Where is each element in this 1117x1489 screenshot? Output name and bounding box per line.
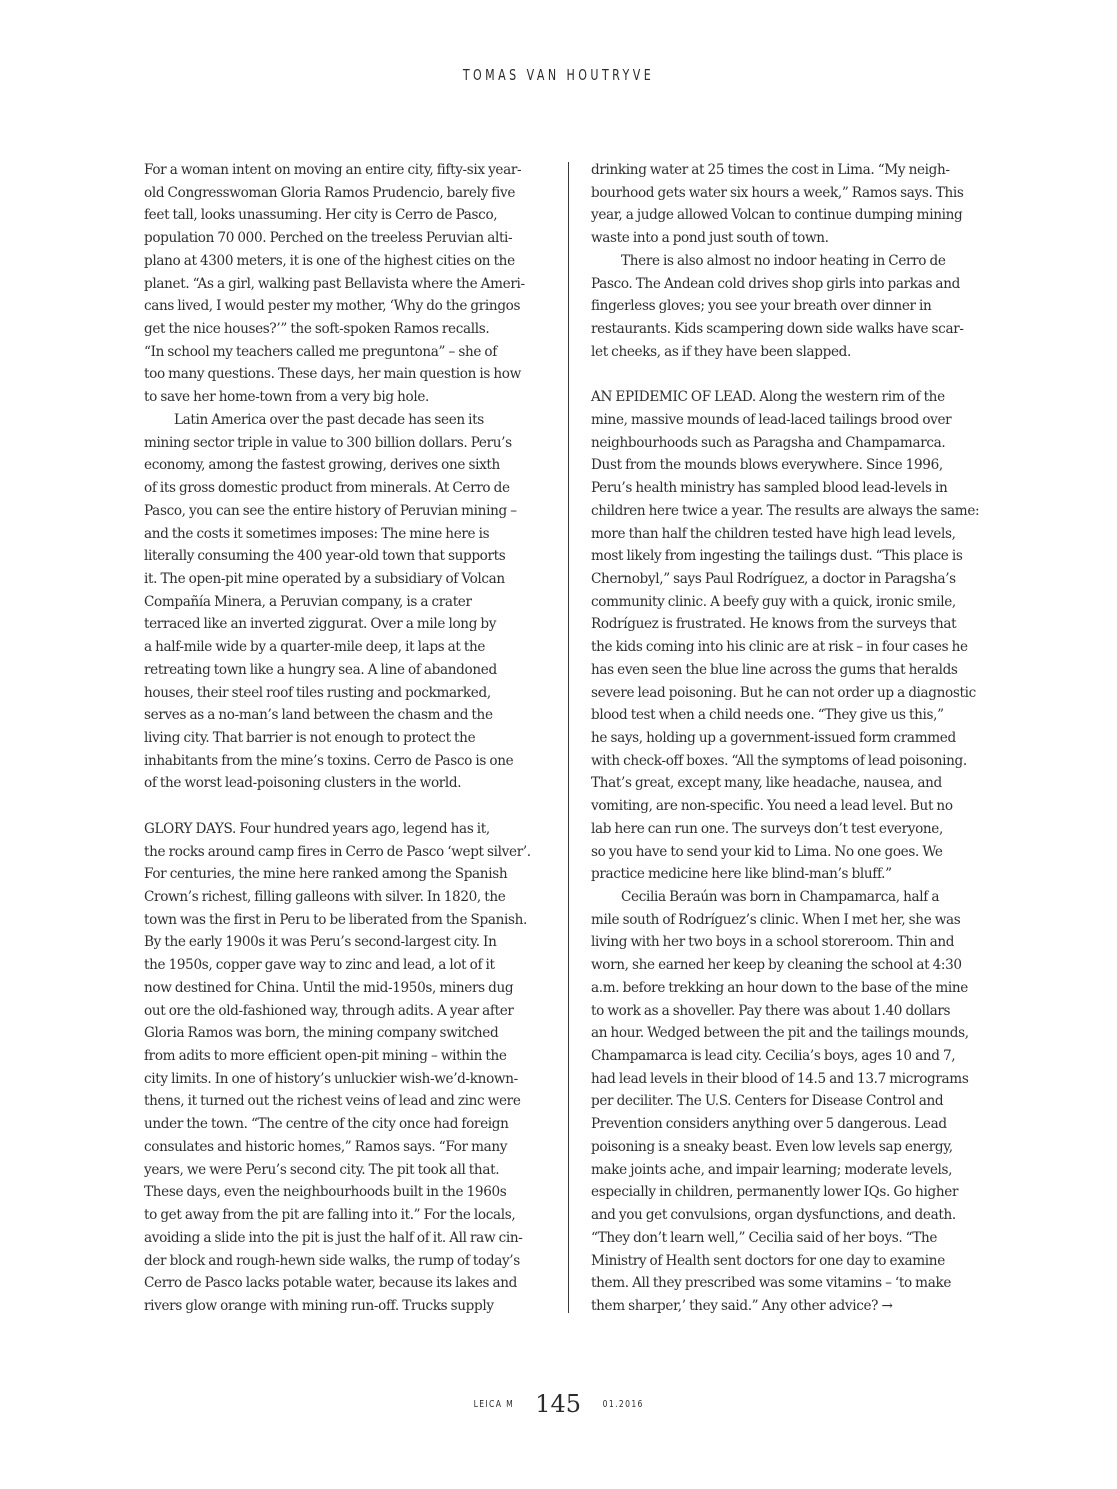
text-line: Rodríguez is frustrated. He knows from the surveys that — [591, 616, 957, 633]
text-line: living city. That barrier is not enough to protect the — [144, 729, 476, 746]
text-line: so you have to send your kid to Lima. No one goes. We — [591, 843, 943, 860]
text-line: he says, holding up a government-issued form crammed — [591, 729, 956, 746]
text-line: the kids coming into his clinic are at risk – in four cases he — [591, 639, 968, 656]
text-line: By the early 1900s it was Peru’s second-largest city. In — [144, 934, 497, 951]
text-line: terraced like an inverted ziggurat. Over a mile long by — [144, 616, 497, 633]
text-line: Latin America over the past decade has seen its — [174, 411, 484, 428]
text-line: let cheeks, as if they have been slapped. — [591, 343, 851, 360]
text-line: vomiting, are non-specific. You need a lead level. But no — [591, 798, 953, 815]
paragraph-glory-days — [144, 818, 546, 1318]
text-line: years, we were Peru’s second city. The pit took all that. — [144, 1161, 500, 1178]
text-line: a.m. before trekking an hour down to the base of the mine — [591, 979, 968, 996]
text-line: Prevention considers anything over 5 dangerous. Lead — [591, 1116, 947, 1133]
text-line: living with her two boys in a school storeroom. Thin and — [591, 934, 955, 951]
text-line: town was the first in Peru to be liberated from the Spanish. — [144, 911, 527, 928]
text-line: consulates and historic homes,” Ramos says. “For many — [144, 1138, 508, 1155]
text-line: For centuries, the mine here ranked among the Spanish — [144, 866, 508, 883]
text-line: Pasco, you can see the entire history of Peruvian mining – — [144, 502, 517, 519]
paragraph-intro — [144, 159, 546, 409]
text-line: drinking water at 25 times the cost in Lima. “My neigh- — [591, 162, 950, 178]
text-line: especially in children, permanently lower IQs. Go higher — [591, 1184, 959, 1201]
section-gap — [144, 795, 546, 818]
paragraph-drinking-water — [591, 159, 993, 250]
text-line: now destined for China. Until the mid-1950s, miners dug — [144, 979, 514, 996]
text-line: mining sector triple in value to 300 billion dollars. Peru’s — [144, 434, 512, 451]
text-line: There is also almost no indoor heating in Cerro de — [621, 252, 946, 269]
text-line: too many questions. These days, her main question is how — [144, 366, 521, 383]
left-column — [144, 159, 546, 1318]
text-line: cans lived, I would pester my mother, ‘Why do the gringos — [144, 298, 521, 315]
text-line: from adits to more efficient open-pit mining – within the — [144, 1048, 507, 1065]
text-line: an hour. Wedged between the pit and the tailings mounds, — [591, 1025, 969, 1042]
text-line: them. All they prescribed was some vitamins – ‘to make — [591, 1275, 952, 1292]
text-line: per deciliter. The U.S. Centers for Disease Control and — [591, 1093, 944, 1110]
text-line: restaurants. Kids scampering down side walks have scar- — [591, 321, 964, 338]
text-line: Cerro de Pasco lacks potable water, because its lakes and — [144, 1275, 518, 1292]
text-line: avoiding a slide into the pit is just the half of it. All raw cin- — [144, 1229, 523, 1246]
text-line: “They don’t learn well,” Cecilia said of her boys. “The — [591, 1229, 938, 1246]
page-footer — [0, 1390, 1117, 1418]
text-line: a half-mile wide by a quarter-mile deep, it laps at the — [144, 639, 486, 656]
text-line: That’s great, except many, like headache, nausea, and — [591, 775, 942, 792]
text-line: had lead levels in their blood of 14.5 and 13.7 micrograms — [591, 1070, 969, 1087]
text-line: AN EPIDEMIC OF LEAD. Along the western rim of the — [591, 389, 945, 406]
text-line: These days, even the neighbourhoods built in the 1960s — [144, 1184, 507, 1201]
paragraph-cecilia-beraun — [591, 886, 993, 1318]
text-line: to save her home-town from a very big hole. — [144, 389, 429, 406]
text-line: severe lead poisoning. But he can not order up a diagnostic — [591, 684, 976, 701]
text-line: Champamarca is lead city. Cecilia’s boys, ages 10 and 7, — [591, 1048, 956, 1065]
text-line: and you get convulsions, organ dysfunctions, and death. — [591, 1207, 956, 1224]
text-line: fingerless gloves; you see your breath over dinner in — [591, 298, 932, 315]
text-line: of its gross domestic product from minerals. At Cerro de — [144, 480, 510, 497]
text-line: thens, it turned out the richest veins of lead and zinc were — [144, 1093, 521, 1110]
text-line: the rocks around camp fires in Cerro de Pasco ‘wept silver’. — [144, 843, 531, 860]
text-line: children here twice a year. The results are always the same: — [591, 502, 980, 519]
text-line: population 70 000. Perched on the treeless Peruvian alti- — [144, 230, 513, 247]
paragraph-epidemic-of-lead — [591, 386, 993, 886]
text-line: Gloria Ramos was born, the mining company switched — [144, 1025, 499, 1042]
right-column — [591, 159, 993, 1318]
text-line: most likely from ingesting the tailings dust. “This place is — [591, 548, 963, 565]
text-line: to work as a shoveller. Pay there was about 1.40 dollars — [591, 1002, 951, 1019]
text-line: it. The open-pit mine operated by a subsidiary of Volcan — [144, 570, 505, 587]
text-line: under the town. “The centre of the city once had foreign — [144, 1116, 509, 1133]
text-line: worn, she earned her keep by cleaning the school at 4:30 — [591, 957, 962, 974]
text-line: mine, massive mounds of lead-laced tailings brood over — [591, 411, 952, 428]
text-line: waste into a pond just south of town. — [591, 230, 829, 247]
text-line: with check-off boxes. “All the symptoms of lead poisoning. — [591, 752, 967, 769]
text-line: Cecilia Beraún was born in Champamarca, half a — [621, 889, 940, 905]
text-line: GLORY DAYS. Four hundred years ago, legend has it, — [144, 820, 490, 837]
text-line: Peru’s health ministry has sampled blood lead-levels in — [591, 480, 948, 497]
text-line: bourhood gets water six hours a week,” Ramos says. This — [591, 184, 964, 201]
text-line: houses, their steel roof tiles rusting and pockmarked, — [144, 684, 491, 701]
text-line: old Congresswoman Gloria Ramos Prudencio, barely five — [144, 184, 516, 201]
text-line: For a woman intent on moving an entire city, fifty-six year- — [144, 162, 522, 178]
text-line: blood test when a child needs one. “They give us this,” — [591, 707, 944, 724]
paragraph-indoor-heating — [591, 250, 993, 364]
text-line: “In school my teachers called me preguntona” – she of — [144, 343, 497, 360]
text-line: and the costs it sometimes imposes: The mine here is — [144, 525, 490, 542]
text-line: Chernobyl,” says Paul Rodríguez, a doctor in Paragsha’s — [591, 570, 956, 587]
text-line: Ministry of Health sent doctors for one day to examine — [591, 1252, 945, 1269]
text-line: der block and rough-hewn side walks, the rump of today’s — [144, 1252, 520, 1269]
text-line: planet. “As a girl, walking past Bellavista where the Ameri- — [144, 275, 525, 292]
text-line: more than half the children tested have high lead levels, — [591, 525, 956, 542]
text-line: neighbourhoods such as Paragsha and Champamarca. — [591, 434, 946, 451]
paragraph-latin-america — [144, 409, 546, 795]
text-line: to get away from the pit are falling into it.” For the locals, — [144, 1207, 516, 1224]
text-line: feet tall, looks unassuming. Her city is Cerro de Pasco, — [144, 207, 498, 224]
footer-magazine-name: LEICA M — [473, 1398, 514, 1410]
text-line: lab here can run one. The surveys don’t test everyone, — [591, 820, 943, 837]
text-line: of the worst lead-poisoning clusters in the world. — [144, 775, 462, 792]
text-line: Crown’s richest, filling galleons with silver. In 1820, the — [144, 889, 506, 905]
text-line: year, a judge allowed Volcan to continue dumping mining — [591, 207, 963, 224]
text-line: make joints ache, and impair learning; moderate levels, — [591, 1161, 953, 1178]
footer-issue-date: 01.2016 — [602, 1398, 644, 1410]
text-line: inhabitants from the mine’s toxins. Cerro de Pasco is one — [144, 752, 514, 769]
text-line: out ore the old-fashioned way, through adits. A year after — [144, 1002, 514, 1019]
text-line: practice medicine here like blind-man’s bluff.” — [591, 866, 892, 883]
text-line: community clinic. A beefy guy with a quick, ironic smile, — [591, 593, 956, 610]
text-line: has even seen the blue line across the gums that heralds — [591, 661, 958, 678]
text-line: retreating town like a hungry sea. A line of abandoned — [144, 661, 497, 678]
text-line: Compañía Minera, a Peruvian company, is a crater — [144, 593, 472, 610]
text-line: city limits. In one of history’s unluckier wish-we’d-known- — [144, 1070, 518, 1087]
text-line: get the nice houses?’” the soft-spoken Ramos recalls. — [144, 321, 490, 338]
text-line: economy, among the fastest growing, derives one sixth — [144, 457, 500, 474]
text-line: them sharper,’ they said.” Any other advice? → — [591, 1297, 893, 1314]
page-number: 145 — [535, 1390, 581, 1418]
text-line: the 1950s, copper gave way to zinc and lead, a lot of it — [144, 957, 495, 974]
text-line: mile south of Rodríguez’s clinic. When I met her, she was — [591, 911, 961, 928]
text-line: literally consuming the 400 year-old town that supports — [144, 548, 506, 565]
text-line: rivers glow orange with mining run-off. Trucks supply — [144, 1297, 494, 1314]
column-divider — [568, 162, 569, 1313]
text-line: Pasco. The Andean cold drives shop girls into parkas and — [591, 275, 960, 292]
text-line: serves as a no-man’s land between the chasm and the — [144, 707, 493, 724]
text-line: Dust from the mounds blows everywhere. Since 1996, — [591, 457, 943, 474]
running-head-author: TOMAS VAN HOUTRYVE — [462, 66, 655, 84]
section-gap — [591, 363, 993, 386]
text-line: poisoning is a sneaky beast. Even low levels sap energy, — [591, 1138, 953, 1155]
text-line: plano at 4300 meters, it is one of the highest cities on the — [144, 252, 515, 269]
